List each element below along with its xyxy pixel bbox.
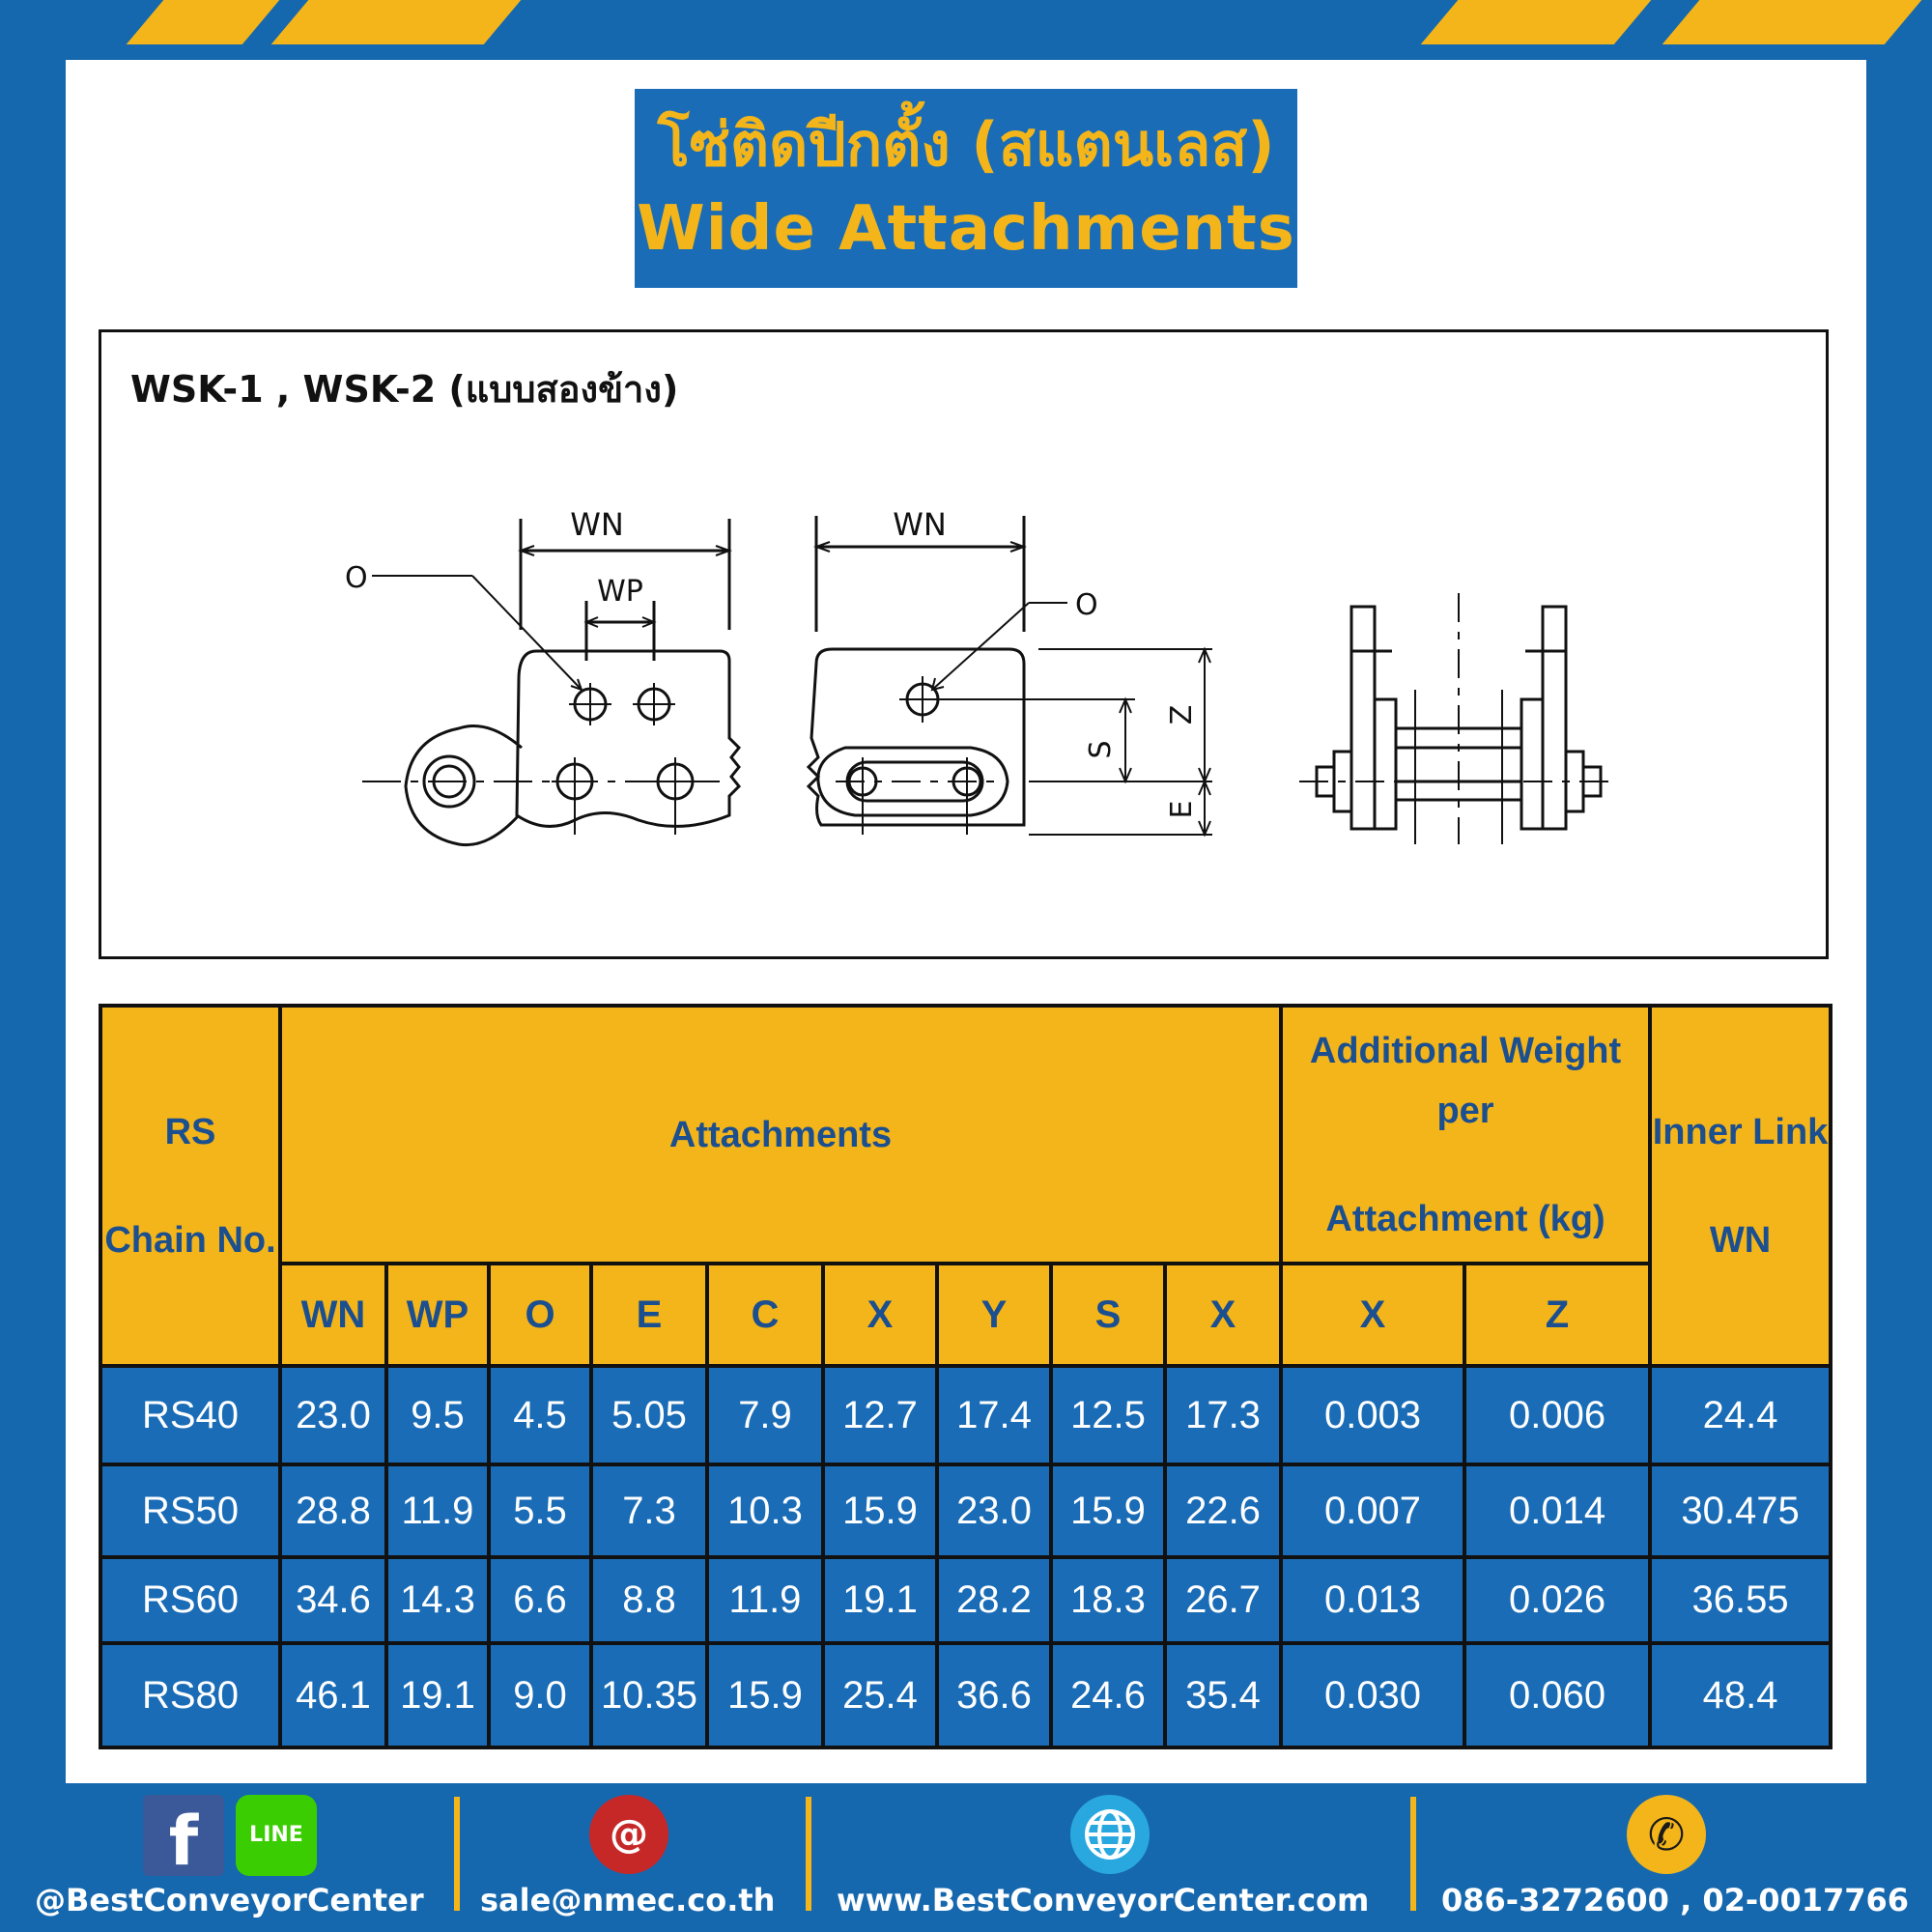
footer-divider-2 <box>806 1797 811 1911</box>
mail-icon[interactable] <box>589 1795 668 1874</box>
line-icon[interactable] <box>236 1795 317 1876</box>
chain-no-cell: RS40 <box>100 1366 280 1464</box>
table-cell: 0.030 <box>1281 1643 1464 1747</box>
header-weight-line1: Additional Weight per <box>1309 1030 1622 1131</box>
table-cell: 14.3 <box>386 1557 489 1643</box>
table-cell: 25.4 <box>823 1643 937 1747</box>
label-wn-middle: WN <box>893 506 947 543</box>
footer-divider-1 <box>454 1797 460 1911</box>
table-cell: 36.55 <box>1650 1557 1831 1643</box>
table-cell: 17.4 <box>937 1366 1051 1464</box>
header-inner-link <box>1650 1006 1831 1366</box>
subheader-e: E <box>591 1264 707 1366</box>
footer-social[interactable]: @BestConveyorCenter <box>35 1882 424 1918</box>
table-cell: 34.6 <box>280 1557 386 1643</box>
diagram-frame <box>99 329 1829 959</box>
header-rs-chain <box>100 1006 280 1366</box>
table-cell: 9.5 <box>386 1366 489 1464</box>
table-cell: 23.0 <box>280 1366 386 1464</box>
subheader-x: X <box>823 1264 937 1366</box>
table-cell: 24.4 <box>1650 1366 1831 1464</box>
subheader-x2: X <box>1165 1264 1281 1366</box>
table-cell: 5.05 <box>591 1366 707 1464</box>
table-cell: 23.0 <box>937 1464 1051 1557</box>
table-row <box>100 1557 1831 1643</box>
table-cell: 22.6 <box>1165 1464 1281 1557</box>
subheader-wp: WP <box>386 1264 489 1366</box>
diagram-title: WSK-1 , WSK-2 (แบบสองข้าง) <box>130 368 679 411</box>
table-cell: 11.9 <box>386 1464 489 1557</box>
table-cell: 7.9 <box>707 1366 823 1464</box>
header-inner-link-label: Inner Link <box>1652 1111 1829 1152</box>
table-cell: 8.8 <box>591 1557 707 1643</box>
table-cell: 24.6 <box>1051 1643 1165 1747</box>
page-title-thai: โซ่ติดปีกตั้ง (สแตนเลส) <box>657 109 1275 180</box>
phone-glyph: ✆ <box>1647 1808 1686 1861</box>
label-o-middle: O <box>1075 588 1098 622</box>
label-o-left: O <box>345 561 368 595</box>
subheader-weight-z: Z <box>1464 1264 1650 1366</box>
footer-divider-3 <box>1410 1797 1416 1911</box>
table-cell: 0.014 <box>1464 1464 1650 1557</box>
middle-view <box>809 506 1212 835</box>
right-view <box>1299 593 1618 844</box>
page-title-box <box>635 89 1297 288</box>
table-cell: 19.1 <box>823 1557 937 1643</box>
table-cell: 4.5 <box>489 1366 591 1464</box>
header-chain-no: Chain No. <box>104 1219 276 1261</box>
footer-email[interactable]: sale@nmec.co.th <box>480 1882 776 1918</box>
header-rs: RS <box>164 1111 216 1152</box>
table-cell: 28.8 <box>280 1464 386 1557</box>
top-stripe-1 <box>127 0 280 44</box>
footer <box>0 1783 1932 1932</box>
table-row <box>100 1464 1831 1557</box>
table-cell: 0.026 <box>1464 1557 1650 1643</box>
table-cell: 15.9 <box>707 1643 823 1747</box>
table-cell: 15.9 <box>823 1464 937 1557</box>
subheader-o: O <box>489 1264 591 1366</box>
facebook-glyph: f <box>168 1802 199 1876</box>
table-cell: 0.006 <box>1464 1366 1650 1464</box>
table-cell: 9.0 <box>489 1643 591 1747</box>
table-cell: 36.6 <box>937 1643 1051 1747</box>
facebook-icon[interactable] <box>143 1795 224 1876</box>
mail-glyph: @ <box>610 1812 648 1857</box>
footer-phone[interactable]: 086-3272600 , 02-0017766 <box>1441 1882 1910 1918</box>
table-cell: 0.013 <box>1281 1557 1464 1643</box>
table-cell: 48.4 <box>1650 1643 1831 1747</box>
table-cell: 19.1 <box>386 1643 489 1747</box>
globe-icon[interactable] <box>1070 1795 1150 1874</box>
table-cell: 5.5 <box>489 1464 591 1557</box>
header-inner-link-wn: WN <box>1709 1219 1772 1261</box>
label-wn-left: WN <box>570 506 624 543</box>
table-cell: 0.007 <box>1281 1464 1464 1557</box>
header-weight <box>1281 1006 1650 1264</box>
subheader-s: S <box>1051 1264 1165 1366</box>
table-cell: 12.5 <box>1051 1366 1165 1464</box>
left-view <box>345 506 739 845</box>
table-cell: 30.475 <box>1650 1464 1831 1557</box>
table-row <box>100 1366 1831 1464</box>
table-cell: 10.35 <box>591 1643 707 1747</box>
label-s: S <box>1084 740 1118 759</box>
chain-no-cell: RS80 <box>100 1643 280 1747</box>
globe-glyph <box>1070 1795 1150 1874</box>
subheader-weight-x: X <box>1281 1264 1464 1366</box>
header-attachments: Attachments <box>280 1006 1281 1264</box>
table-cell: 46.1 <box>280 1643 386 1747</box>
page-title-english: Wide Attachments <box>637 193 1295 265</box>
label-z: Z <box>1165 704 1199 725</box>
table-cell: 0.060 <box>1464 1643 1650 1747</box>
table-cell: 26.7 <box>1165 1557 1281 1643</box>
spec-table <box>99 1004 1833 1749</box>
subheader-y: Y <box>937 1264 1051 1366</box>
top-stripe-2 <box>271 0 522 44</box>
subheader-c: C <box>707 1264 823 1366</box>
table-cell: 17.3 <box>1165 1366 1281 1464</box>
top-stripe-4 <box>1662 0 1922 44</box>
table-cell: 12.7 <box>823 1366 937 1464</box>
label-wp: WP <box>597 575 643 609</box>
table-cell: 35.4 <box>1165 1643 1281 1747</box>
chain-no-cell: RS50 <box>100 1464 280 1557</box>
line-glyph: LINE <box>249 1823 303 1847</box>
table-cell: 18.3 <box>1051 1557 1165 1643</box>
top-stripe-3 <box>1421 0 1652 44</box>
table-row <box>100 1643 1831 1747</box>
phone-icon[interactable] <box>1627 1795 1706 1874</box>
table-cell: 28.2 <box>937 1557 1051 1643</box>
table-cell: 0.003 <box>1281 1366 1464 1464</box>
table-cell: 6.6 <box>489 1557 591 1643</box>
table-cell: 10.3 <box>707 1464 823 1557</box>
table-cell: 7.3 <box>591 1464 707 1557</box>
label-e: E <box>1165 800 1199 819</box>
subheader-wn: WN <box>280 1264 386 1366</box>
chain-diagram <box>101 332 1826 956</box>
table-cell: 15.9 <box>1051 1464 1165 1557</box>
header-weight-line2: Attachment (kg) <box>1325 1198 1605 1239</box>
chain-no-cell: RS60 <box>100 1557 280 1643</box>
table-cell: 11.9 <box>707 1557 823 1643</box>
table-body <box>100 1366 1831 1747</box>
footer-website[interactable]: www.BestConveyorCenter.com <box>837 1882 1370 1918</box>
